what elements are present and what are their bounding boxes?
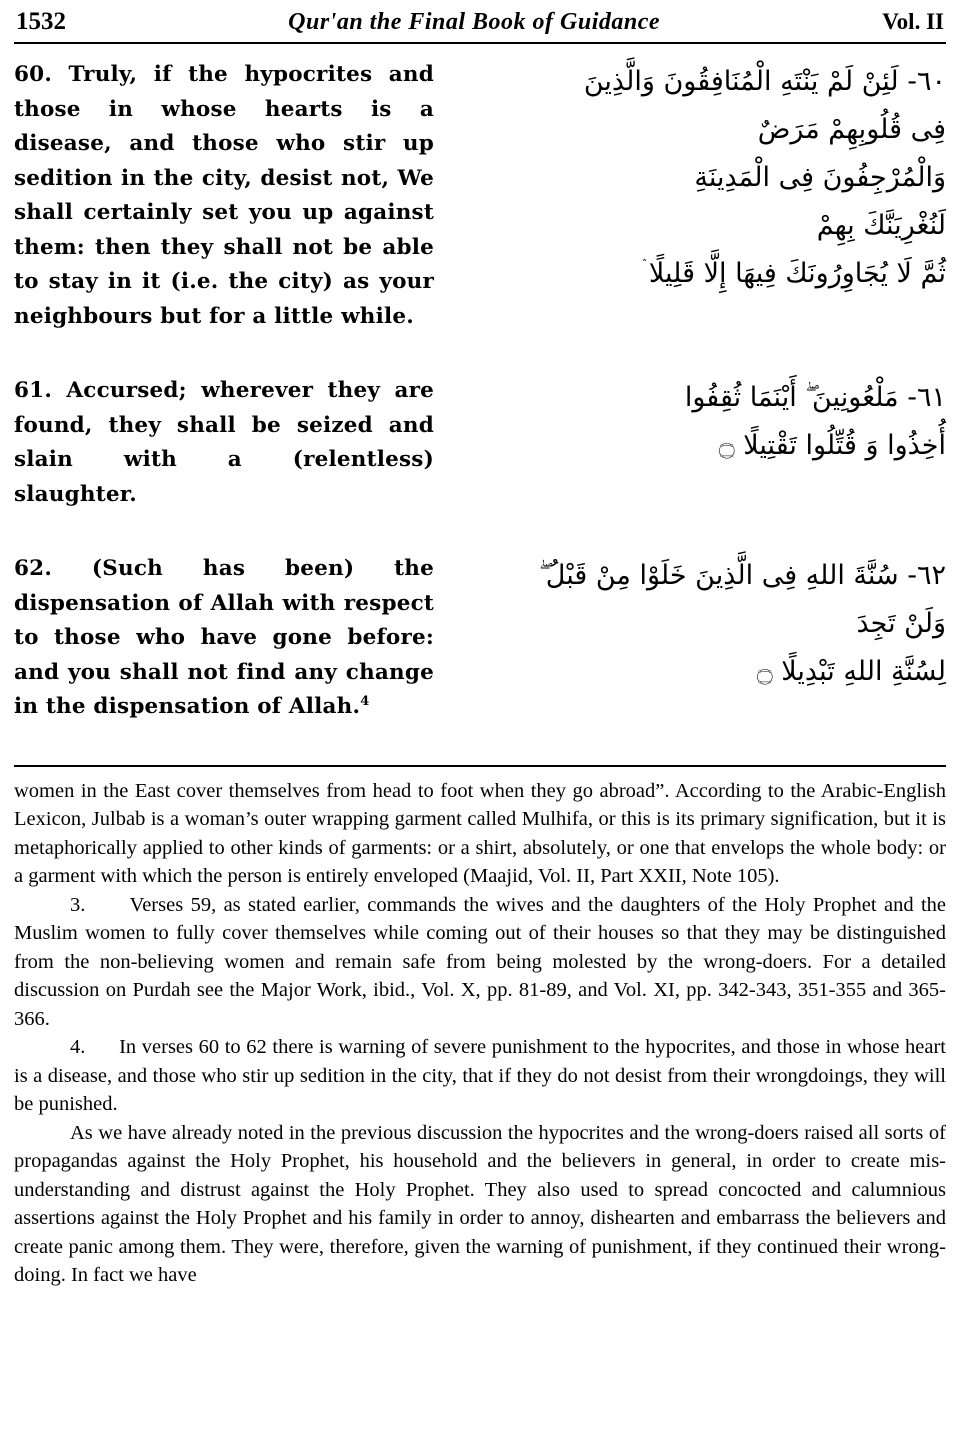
verse-row bbox=[14, 58, 946, 334]
footnote-marker: 4 bbox=[360, 693, 370, 709]
verse-row bbox=[14, 374, 946, 512]
note-text: In verses 60 to 62 there is warning of severe punishment to the hypocrites, and those in whose heart is a disease, and those who stir up sedition in the city, that if they do not desist from their wrongdoings, they will be punished. bbox=[14, 1036, 947, 1115]
arabic-line: أُخِذُوا وَ قُتِّلُوا تَقْتِيلًا ۝ bbox=[718, 430, 946, 461]
arabic-line: فِى قُلُوبِهِمْ مَرَضٌ bbox=[757, 114, 946, 145]
verse-english-text: 61. Accursed; wherever they are found, they shall be seized and slain with a (relentless) slaughter. bbox=[14, 378, 434, 507]
verse-arabic-text bbox=[496, 374, 946, 470]
book-title: Qur'an the Final Book of Guidance bbox=[288, 9, 661, 35]
arabic-line: ٦٠- لَئِنْ لَمْ يَنْتَهِ الْمُنَافِقُونَ وَالَّذِينَ bbox=[583, 66, 946, 97]
verse-arabic-text bbox=[496, 58, 946, 298]
verse-english-text: 60. Truly, if the hypocrites and those in whose hearts is a disease, and those who stir up sedition in the city, desist not, We shall certainly set you up against them: then they shall not be able to stay in it (i.e. the city) as your neighbours but for a little while. bbox=[14, 62, 434, 329]
note-text: Verses 59, as stated earlier, commands the wives and the daughters of the Holy Prophet and the Muslim women to fully cover themselves while coming out of their houses so that they may be distinguished from the non-believing women and remain safe from being molested by the wrong-doers. For a detailed discussion on Purdah see the Major Work, ibid., Vol. X, pp. 81-89, and Vol. XI, pp. 342-343, 351-355 and 365-366. bbox=[14, 893, 947, 1030]
note-item bbox=[14, 891, 946, 1034]
verse-row bbox=[14, 552, 946, 725]
note-item bbox=[14, 1033, 946, 1119]
arabic-line: وَالْمُرْجِفُونَ فِى الْمَدِينَةِ bbox=[694, 162, 946, 193]
verse-english-text: 62. (Such has been) the dispensation of Allah with respect to those who have gone before: and you shall not find any change in the dispensation of Allah.$^4$ bbox=[14, 556, 434, 719]
verse-list bbox=[14, 58, 946, 725]
header-divider bbox=[14, 42, 946, 44]
notes-divider bbox=[14, 765, 946, 767]
arabic-line: ثُمَّ لَا يُجَاوِرُونَكَ فِيهَا إِلَّا قَلِيلًا ۛ bbox=[642, 258, 946, 289]
arabic-line: لَنُغْرِيَنَّكَ بِهِمْ bbox=[816, 210, 946, 241]
arabic-line: ٦١- مَلْعُونِينَ ۖ أَيْنَمَا ثُقِفُوا bbox=[684, 382, 946, 413]
arabic-line: وَلَنْ تَجِدَ bbox=[856, 608, 946, 639]
page-header bbox=[14, 8, 946, 40]
note-final-paragraph: As we have already noted in the previous discussion the hypocrites and the wrong-doers raised all sorts of propagandas against the Holy Prophet, his household and the believers in general, in order to create mis-understanding and distrust against the Holy Prophet. They also used to spread concocted and calumnious assertions against the Holy Prophet and his family in order to annoy, dishearten and embarrass the believers and create panic among them. They were, therefore, given the warning of punishment, if they continued their wrong-doing. In fact we have bbox=[14, 1121, 946, 1286]
page-number: 1532 bbox=[16, 8, 66, 35]
note-number: 3. bbox=[70, 893, 86, 916]
note-continued-paragraph: women in the East cover themselves from head to foot when they go abroad”. According to the Arabic-English Lexicon, Julbab is a woman’s outer wrapping garment called Mulhifa, or this is its primary signification, but it is metaphorically applied to other kinds of garments: or a shirt, absolutely, or one that envelops the whole body: or a garment with which the person is entirely enveloped (Maajid, Vol. II, Part XXII, Note 105). bbox=[14, 779, 946, 887]
notes-section bbox=[14, 777, 946, 1290]
volume-label: Vol. II bbox=[882, 9, 944, 34]
arabic-line: لِسُنَّةِ اللهِ تَبْدِيلًا ۝ bbox=[756, 656, 946, 687]
note-number: 4. bbox=[70, 1036, 86, 1058]
verse-arabic-text bbox=[496, 552, 946, 696]
arabic-line: ٦٢- سُنَّةَ اللهِ فِى الَّذِينَ خَلَوْا مِنْ قَبْلُ ۖ bbox=[539, 560, 946, 591]
